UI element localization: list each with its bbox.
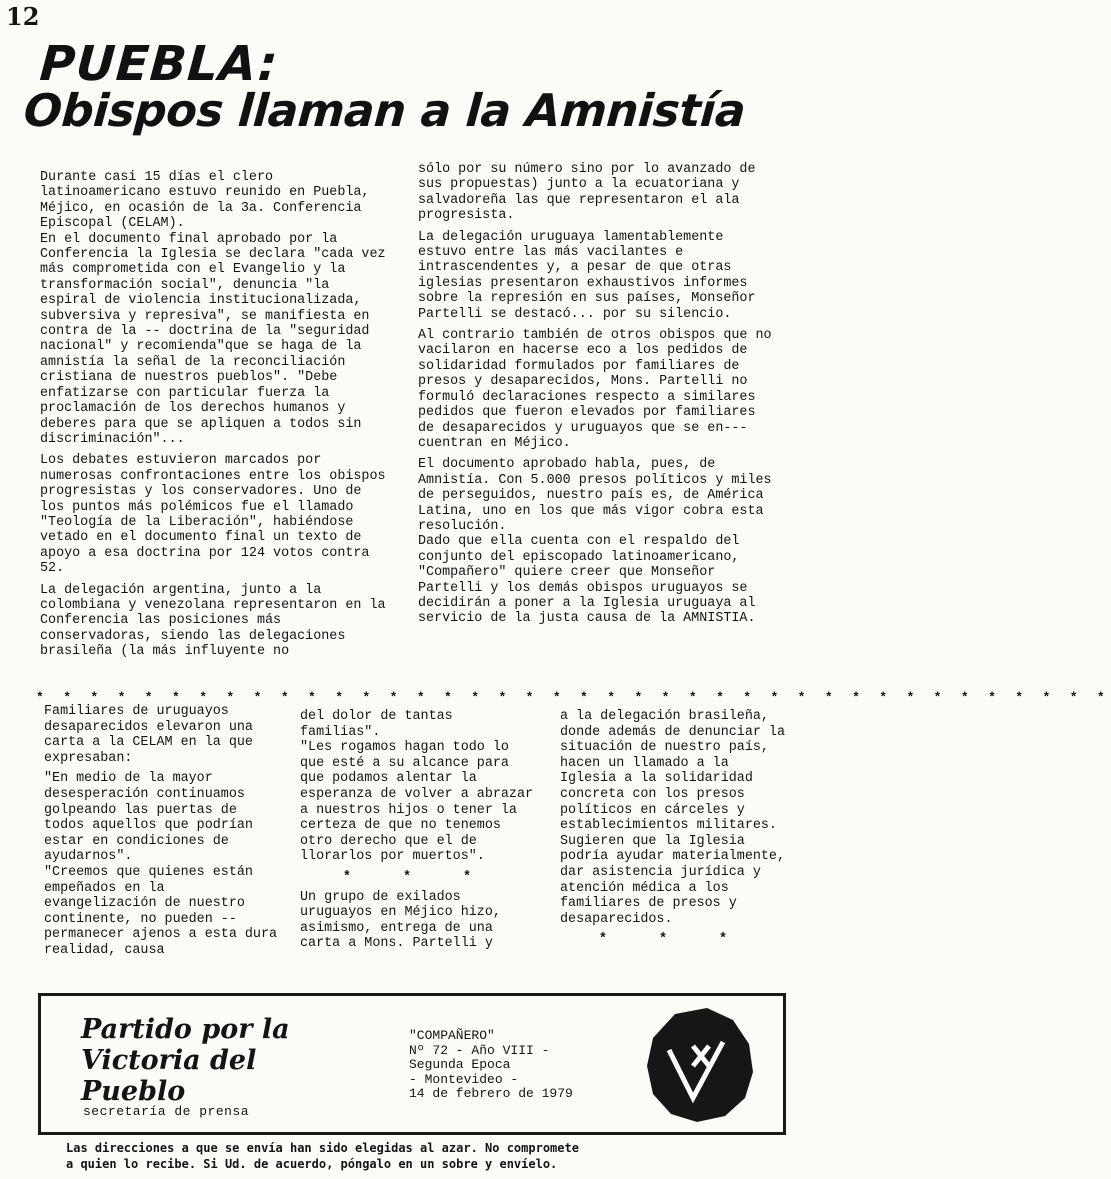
publication-date: 14 de febrero de 1979	[409, 1086, 573, 1101]
article-paragraph: Los debates estuvieron marcados por numerosas confrontaciones entre los obispos progresistas y los conservadores. Uno de los puntos más polémicos fue el llamado "Teología de la Liberación", habiéndose vetado en el documento final un texto de apoyo a esa doctrina por 124 votos contra 52.	[40, 453, 386, 577]
page-number: 12	[6, 2, 40, 31]
article-paragraph: Al contrario también de otros obispos que no vacilaron en hacerse eco a los pedidos de solidaridad formulados por familiares de presos y desaparecidos, Mons. Partelli no formuló declaraciones respecto a similares pedidos que fueron elevados por familiares de desaparecidos y uruguayos que se en--- cuentran en Méjico.	[418, 328, 772, 451]
article-column-1	[40, 170, 392, 666]
party-name: Partido por la Victoria del Pueblo	[81, 1014, 290, 1107]
secretaria-label: secretaría de prensa	[83, 1104, 250, 1119]
article-column-2	[418, 162, 772, 633]
publication-title: "COMPAÑERO"	[409, 1028, 495, 1043]
article-paragraph: La delegación argentina, junto a la colombiana y venezolana representaron en la Conferencia las posiciones más conservadoras, siendo las delegaciones brasileña (la más influyente no	[40, 582, 386, 660]
publication-issue: Nº 72 - Año VIII -	[409, 1042, 550, 1058]
publication-city: - Montevideo -	[409, 1071, 519, 1087]
sub-article-column-2	[300, 709, 536, 957]
article-paragraph: La delegación uruguaya lamentablemente estuvo entre las más vacilantes e intrascendentes y, a pesar de que otras iglesias presentaron exhaustivos informes sobre la represión en sus países, Monseñor Partelli se destacó... por su silencio.	[418, 229, 756, 322]
publication-info	[409, 1029, 573, 1102]
article-paragraph: sólo por su número sino por lo avanzado de sus propuestas) junto a la ecuatoriana y salvadoreña las que representaron el ala progresista.	[418, 162, 756, 224]
disclaimer: Las direcciones a que se envía han sido elegidas al azar. No compromete a quien lo recibe. Si Ud. de acuerdo, póngalo en un sobre y envíelo.	[66, 1141, 579, 1171]
sub-paragraph: a la delegación brasileña, donde además de denunciar la situación de nuestro país, hacen un llamado a la Iglesia a la solidaridad concreta con los presos políticos en cárceles y establecimientos militares. Sugieren que la Iglesia podría ayudar materialmente, dar asistencia jurídica y atención médica a los familiares de presos y desaparecidos.	[560, 709, 785, 927]
headline-line2: Obispos llaman a la Amnistía	[22, 84, 748, 137]
publication-epoch: Segunda Epoca	[409, 1057, 511, 1072]
pvp-emblem-icon	[645, 1006, 755, 1124]
article-paragraph: Durante casi 15 días el clero latinoamericano estuvo reunido en Puebla, Méjico, en ocasión de la 3a. Conferencia Episcopal (CELAM). En el documento final aprobado por la Conferencia la Iglesia se declara "cada vez más comprometida con el Evangelio y la transformación social", denuncia "la espiral de violencia institucionalizada, subversiva y represiva", se manifiesta en contra de la -- doctrina de la "seguridad nacional" y recomienda"que se haga de la amnistía la señal de la reconciliación cristiana de nuestros pueblos". "Debe enfatizarse con particular fuerza la proclamación de los derechos humanos y deberes para que se apliquen a todos sin discriminación"...	[40, 170, 386, 447]
sub-article-column-1	[44, 704, 284, 964]
headline-line1: PUEBLA:	[38, 36, 281, 92]
sub-paragraph: Un grupo de exilados uruguayos en Méjico hizo, asimismo, entrega de una carta a Mons. Partelli y	[300, 889, 501, 952]
section-separator: * * *	[342, 869, 494, 885]
sub-article-column-3	[560, 709, 788, 952]
sub-paragraph: "En medio de la mayor desesperación continuamos golpeando las puertas de todos aquellos que podrían estar en condiciones de ayudarnos". "Creemos que quienes están empeñados en la evangelización de nuestro continente, no pueden -- permanecer ajenos a esta dura realidad, causa	[44, 771, 278, 958]
sub-paragraph: del dolor de tantas familias". "Les rogamos hagan todo lo que esté a su alcance para que podamos alentar la esperanza de volver a abrazar a nuestros hijos o tener la certeza de que no tenemos otro derecho que el de llorarlos por muertos".	[300, 709, 534, 865]
sub-paragraph: Familiares de uruguayos desaparecidos elevaron una carta a la CELAM en la que expresaban:	[44, 704, 253, 766]
publisher-box	[38, 993, 786, 1135]
article-paragraph: El documento aprobado habla, pues, de Amnistía. Con 5.000 presos políticos y miles de perseguidos, nuestro país es, de América Latina, uno en los que más vigor cobra esta resolución. Dado que ella cuenta con el respaldo del conjunto del episcopado latinoamericano, "Compañero" quiere creer que Monseñor Partelli y los demás obispos uruguayos se decidirán a poner a la Iglesia uruguaya al servicio de la justa causa de la AMNISTIA.	[418, 457, 772, 627]
star-separator: * * * * * * * * * * * * * * * * * * * * * * * * * * * * * * * * * * * * * * * *	[36, 690, 1111, 705]
section-separator: * * *	[598, 932, 750, 948]
